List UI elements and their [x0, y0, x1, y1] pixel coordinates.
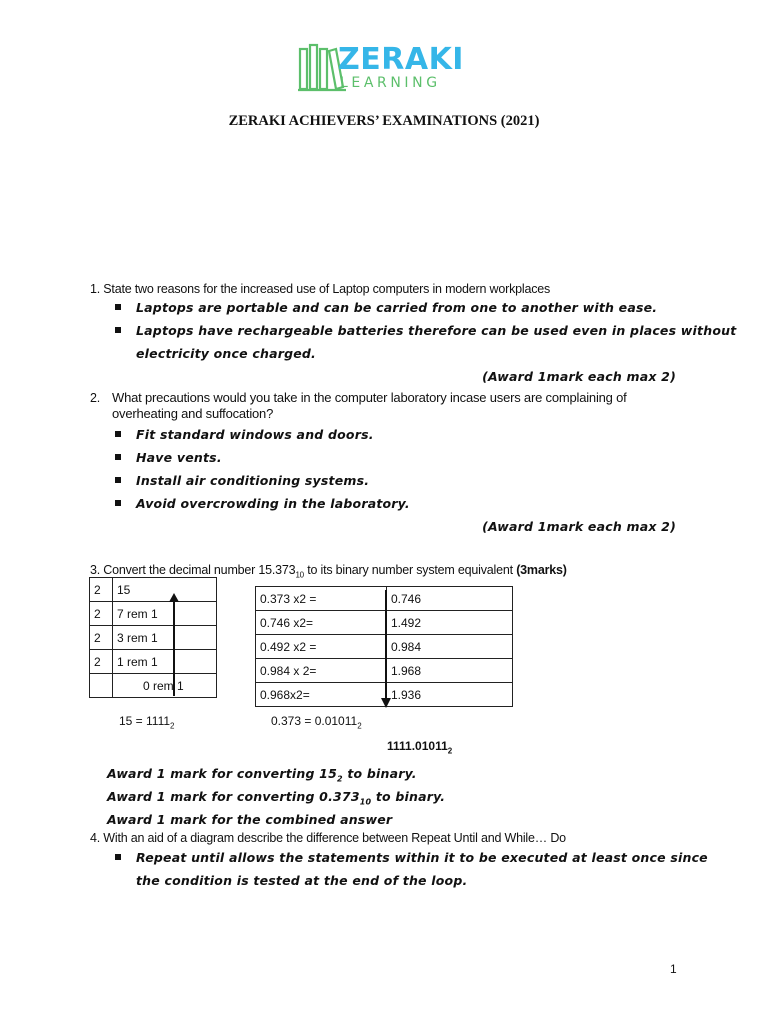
- question-2-number: 2.: [90, 391, 101, 405]
- logo-subtitle: LEARNING: [340, 75, 441, 91]
- q1-answer-2: Laptops have rechargeable batteries therefore can be used even in places without: [136, 323, 737, 338]
- q2-answer-3: Install air conditioning systems.: [136, 473, 370, 488]
- table-row: 0.984 x 2= 1.968: [256, 659, 513, 683]
- table-row: 2 7 rem 1: [90, 602, 217, 626]
- down-arrow-icon: [380, 588, 392, 710]
- question-4: 4. With an aid of a diagram describe the difference between Repeat Until and While… Do: [90, 831, 566, 845]
- table-row: 0.746 x2= 1.492: [256, 611, 513, 635]
- q1-answer-2-cont: electricity once charged.: [136, 346, 316, 361]
- question-1: 1. State two reasons for the increased use of Laptop computers in modern workplaces: [90, 282, 551, 296]
- question-2-line-1: What precautions would you take in the computer laboratory incase users are complaining of: [112, 390, 627, 405]
- q3-award-3: Award 1 mark for the combined answer: [107, 812, 393, 827]
- up-arrow-icon: [168, 592, 180, 698]
- table-row: 0.373 x2 = 0.746: [256, 587, 513, 611]
- q2-answer-1: Fit standard windows and doors.: [136, 427, 374, 442]
- table-row: 2 3 rem 1: [90, 626, 217, 650]
- q2-award: (Award 1mark each max 2): [482, 519, 676, 534]
- q2-answer-2: Have vents.: [136, 450, 222, 465]
- question-2-line-2: overheating and suffocation?: [112, 406, 274, 421]
- q3-award-2: Award 1 mark for converting $0.373_{10}$ to binary.: [107, 789, 446, 807]
- q4-answer-line-2: the condition is tested at the end of the loop.: [136, 873, 468, 888]
- q3-award-1: Award 1 mark for converting $15_2$ to binary.: [107, 766, 417, 784]
- bullet-icon: [115, 477, 121, 483]
- table-row: 2 15: [90, 578, 217, 602]
- question-3: 3. Convert the decimal number $15.373_{10}$ to its binary number system equivalent (3marks): [90, 563, 567, 580]
- bullet-icon: [115, 854, 121, 860]
- table-row: 0.492 x2 = 0.984: [256, 635, 513, 659]
- division-table: [89, 577, 217, 698]
- logo-wordmark: ZERAKI: [338, 42, 464, 77]
- q1-answer-1: Laptops are portable and can be carried from one to another with ease.: [136, 300, 658, 315]
- table-row: 2 1 rem 1: [90, 650, 217, 674]
- bullet-icon: [115, 500, 121, 506]
- fraction-result: $0.373 = 0.01011_2$: [271, 714, 362, 731]
- q2-answer-4: Avoid overcrowding in the laboratory.: [136, 496, 410, 511]
- q1-award: (Award 1mark each max 2): [482, 369, 676, 384]
- bullet-icon: [115, 327, 121, 333]
- final-answer: $1111.01011_2$: [387, 739, 453, 756]
- bullet-icon: [115, 304, 121, 310]
- q4-answer-line-1: Repeat until allows the statements within it to be executed at least once since: [136, 850, 708, 865]
- page-number: 1: [670, 962, 677, 976]
- bullet-icon: [115, 431, 121, 437]
- table-row: 0 rem 1: [90, 674, 217, 698]
- table-row: 0.968x2= 1.936: [256, 683, 513, 707]
- exam-title: ZERAKI ACHIEVERS’ EXAMINATIONS (2021): [228, 113, 540, 129]
- integer-result: $15 = 1111_2$: [119, 714, 175, 731]
- bullet-icon: [115, 454, 121, 460]
